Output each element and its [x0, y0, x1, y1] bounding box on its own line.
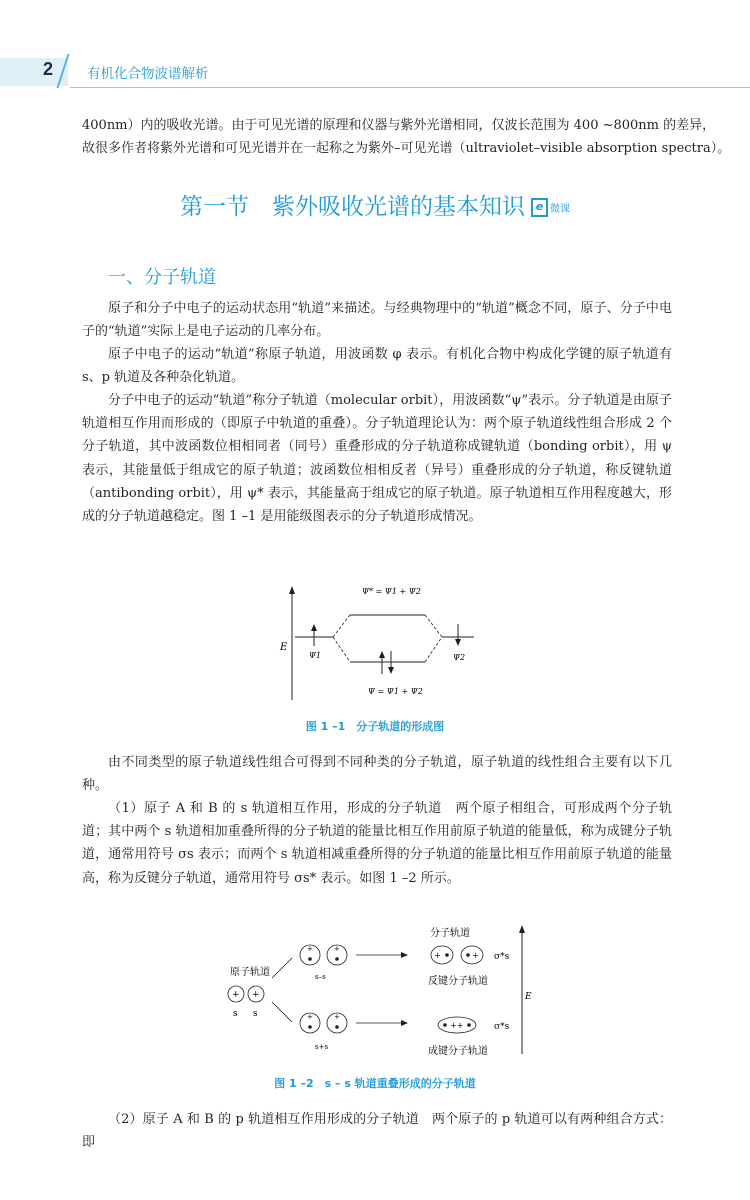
page-header	[0, 54, 750, 90]
micro-lesson-label[interactable]: 微课	[550, 204, 570, 215]
energy-axis-label: E	[280, 642, 288, 653]
s-label-left: s	[233, 1009, 238, 1019]
energy-axis-arrowhead	[289, 586, 295, 594]
top-orbital-left-sign: +	[307, 945, 313, 953]
antibonding-lobe-right-sign: +	[472, 951, 479, 960]
antibonding-nucleus-right	[466, 953, 470, 957]
energy-axis-arrowhead	[519, 925, 525, 933]
bottom-orbital-right-nucleus	[335, 1025, 339, 1029]
header-rule	[70, 87, 750, 88]
left-level-label: Ψ1	[309, 651, 322, 660]
right-level-label: Ψ2	[453, 653, 466, 662]
bonding-electron-down-arrowhead	[388, 667, 394, 674]
bonding-electron-up-arrowhead	[379, 651, 385, 658]
connector-right-top	[425, 615, 442, 637]
section-title-text: 第一节 紫外吸收光谱的基本知识	[180, 194, 525, 220]
atomic-orbital-sign-right: +	[252, 990, 260, 1000]
branch-line-top	[272, 958, 292, 978]
top-orbital-right-nucleus	[335, 957, 339, 961]
top-orbital-left-nucleus	[308, 957, 312, 961]
figure-1-1-diagram	[270, 582, 490, 704]
bottom-arrowhead	[401, 1020, 408, 1026]
micro-lesson-icon[interactable]: e	[531, 198, 548, 217]
paragraph-4: 由不同类型的原子轨道线性组合可得到不同种类的分子轨道，原子轨道的线性组合主要有以下几种。	[82, 755, 672, 794]
s-label-right: s	[253, 1009, 258, 1019]
top-orbital-right-sign: +	[334, 945, 340, 953]
bonding-level-label: Ψ = Ψ1 + Ψ2	[368, 687, 423, 696]
bottom-orbital-left-nucleus	[308, 1025, 312, 1029]
page-number: 2	[43, 59, 54, 79]
section-title	[0, 188, 750, 221]
bonding-orbital-label: 成键分子轨道	[428, 1046, 488, 1057]
intro-line-2: 故很多作者将紫外光谱和可见光谱并在一起称之为紫外–可见光谱（ultraviolet–visible absorption spectra）。	[82, 141, 731, 156]
atomic-orbital-title: 原子轨道	[230, 967, 270, 978]
bonding-nucleus-left	[443, 1023, 447, 1027]
connector-left-bottom	[333, 637, 350, 662]
bottom-orbital-left-sign: +	[307, 1013, 313, 1021]
figure-1-2-caption: 图 1 –2 s – s 轨道重叠形成的分子轨道	[274, 1077, 476, 1090]
paragraph-1: 原子和分子中电子的运动状态用“轨道”来描述。与经典物理中的“轨道”概念不同，原子、分子中电子的“轨道”实际上是电子运动的几率分布。	[82, 301, 672, 340]
subsection-title: 一、分子轨道	[108, 267, 216, 288]
antibonding-symbol: σ*s	[494, 952, 510, 962]
paragraph-5: （1）原子 A 和 B 的 s 轨道相互作用，形成的分子轨道 两个原子相组合，可形成两个分子轨道；其中两个 s 轨道相加重叠所得的分子轨道的能量比相互作用前原子轨道的能量低，称为成键分子轨道，通常用符号 σs 表示；而两个 s 轨道相减重叠所得的分子轨道的能量比相互作用前原子轨道的能量高，称为反键分子轨道，通常用符号 σs* 表示。如图 1 –2 所示。	[82, 801, 672, 886]
bottom-orbital-right-sign: +	[334, 1013, 340, 1021]
antibonding-nucleus-left	[445, 953, 449, 957]
paragraph-2: 原子中电子的运动“轨道”称原子轨道，用波函数 φ 表示。有机化合物中构成化学键的原子轨道有 s、p 轨道及各种杂化轨道。	[82, 347, 672, 386]
bonding-nucleus-right	[467, 1023, 471, 1027]
antibonding-lobe-left-sign: +	[434, 951, 441, 960]
antibonding-level-label: Ψ* = Ψ1 + Ψ2	[362, 587, 421, 596]
intro-line-1: 400nm）内的吸收光谱。由于可见光谱的原理和仪器与紫外光谱相同，仅波长范围为 400 ~800nm 的差异，	[82, 118, 716, 133]
connector-right-bottom	[425, 637, 442, 662]
top-arrowhead	[401, 952, 408, 958]
left-electron-arrowhead	[311, 624, 317, 631]
energy-axis-label: E	[525, 992, 532, 1002]
connector-left-top	[333, 615, 350, 637]
top-combination-label: s–s	[315, 973, 326, 981]
molecular-orbital-title: 分子轨道	[430, 928, 470, 939]
paragraph-3: 分子中电子的运动“轨道”称分子轨道（molecular orbit），用波函数“ψ”表示。分子轨道是由原子轨道相互作用而形成的（即原子中轨道的重叠）。分子轨道理论认为：两个原子轨道线性组合形成 2 个分子轨道，其中波函数位相相同者（同号）重叠形成的分子轨道称成键轨道（bonding orbit），用 ψ 表示，其能量低于组成它的原子轨道；波函数位相相反者（异号）重叠形成的分子轨道，称反键轨道（antibonding orbit），用 ψ* 表示，其能量高于组成它的原子轨道。原子轨道相互作用程度越大，形成的分子轨道越稳定。图 1 –1 是用能级图表示的分子轨道形成情况。	[82, 393, 672, 525]
figure-1-1-caption: 图 1 –1 分子轨道的形成图	[305, 720, 445, 733]
bottom-combination-label: s+s	[315, 1043, 329, 1051]
atomic-orbital-sign-left: +	[232, 990, 240, 1000]
branch-line-bottom	[272, 1002, 292, 1022]
bonding-orbital-signs: ++	[450, 1021, 464, 1030]
figure-1-2-diagram	[222, 922, 540, 1062]
book-title: 有机化合物波谱解析	[87, 66, 209, 82]
right-electron-arrowhead	[455, 639, 461, 646]
antibonding-orbital-label: 反键分子轨道	[428, 976, 488, 987]
bonding-symbol: σ*s	[494, 1022, 510, 1032]
paragraph-6: （2）原子 A 和 B 的 p 轨道相互作用形成的分子轨道 两个原子的 p 轨道可以有两种组合方式：即	[82, 1112, 672, 1151]
